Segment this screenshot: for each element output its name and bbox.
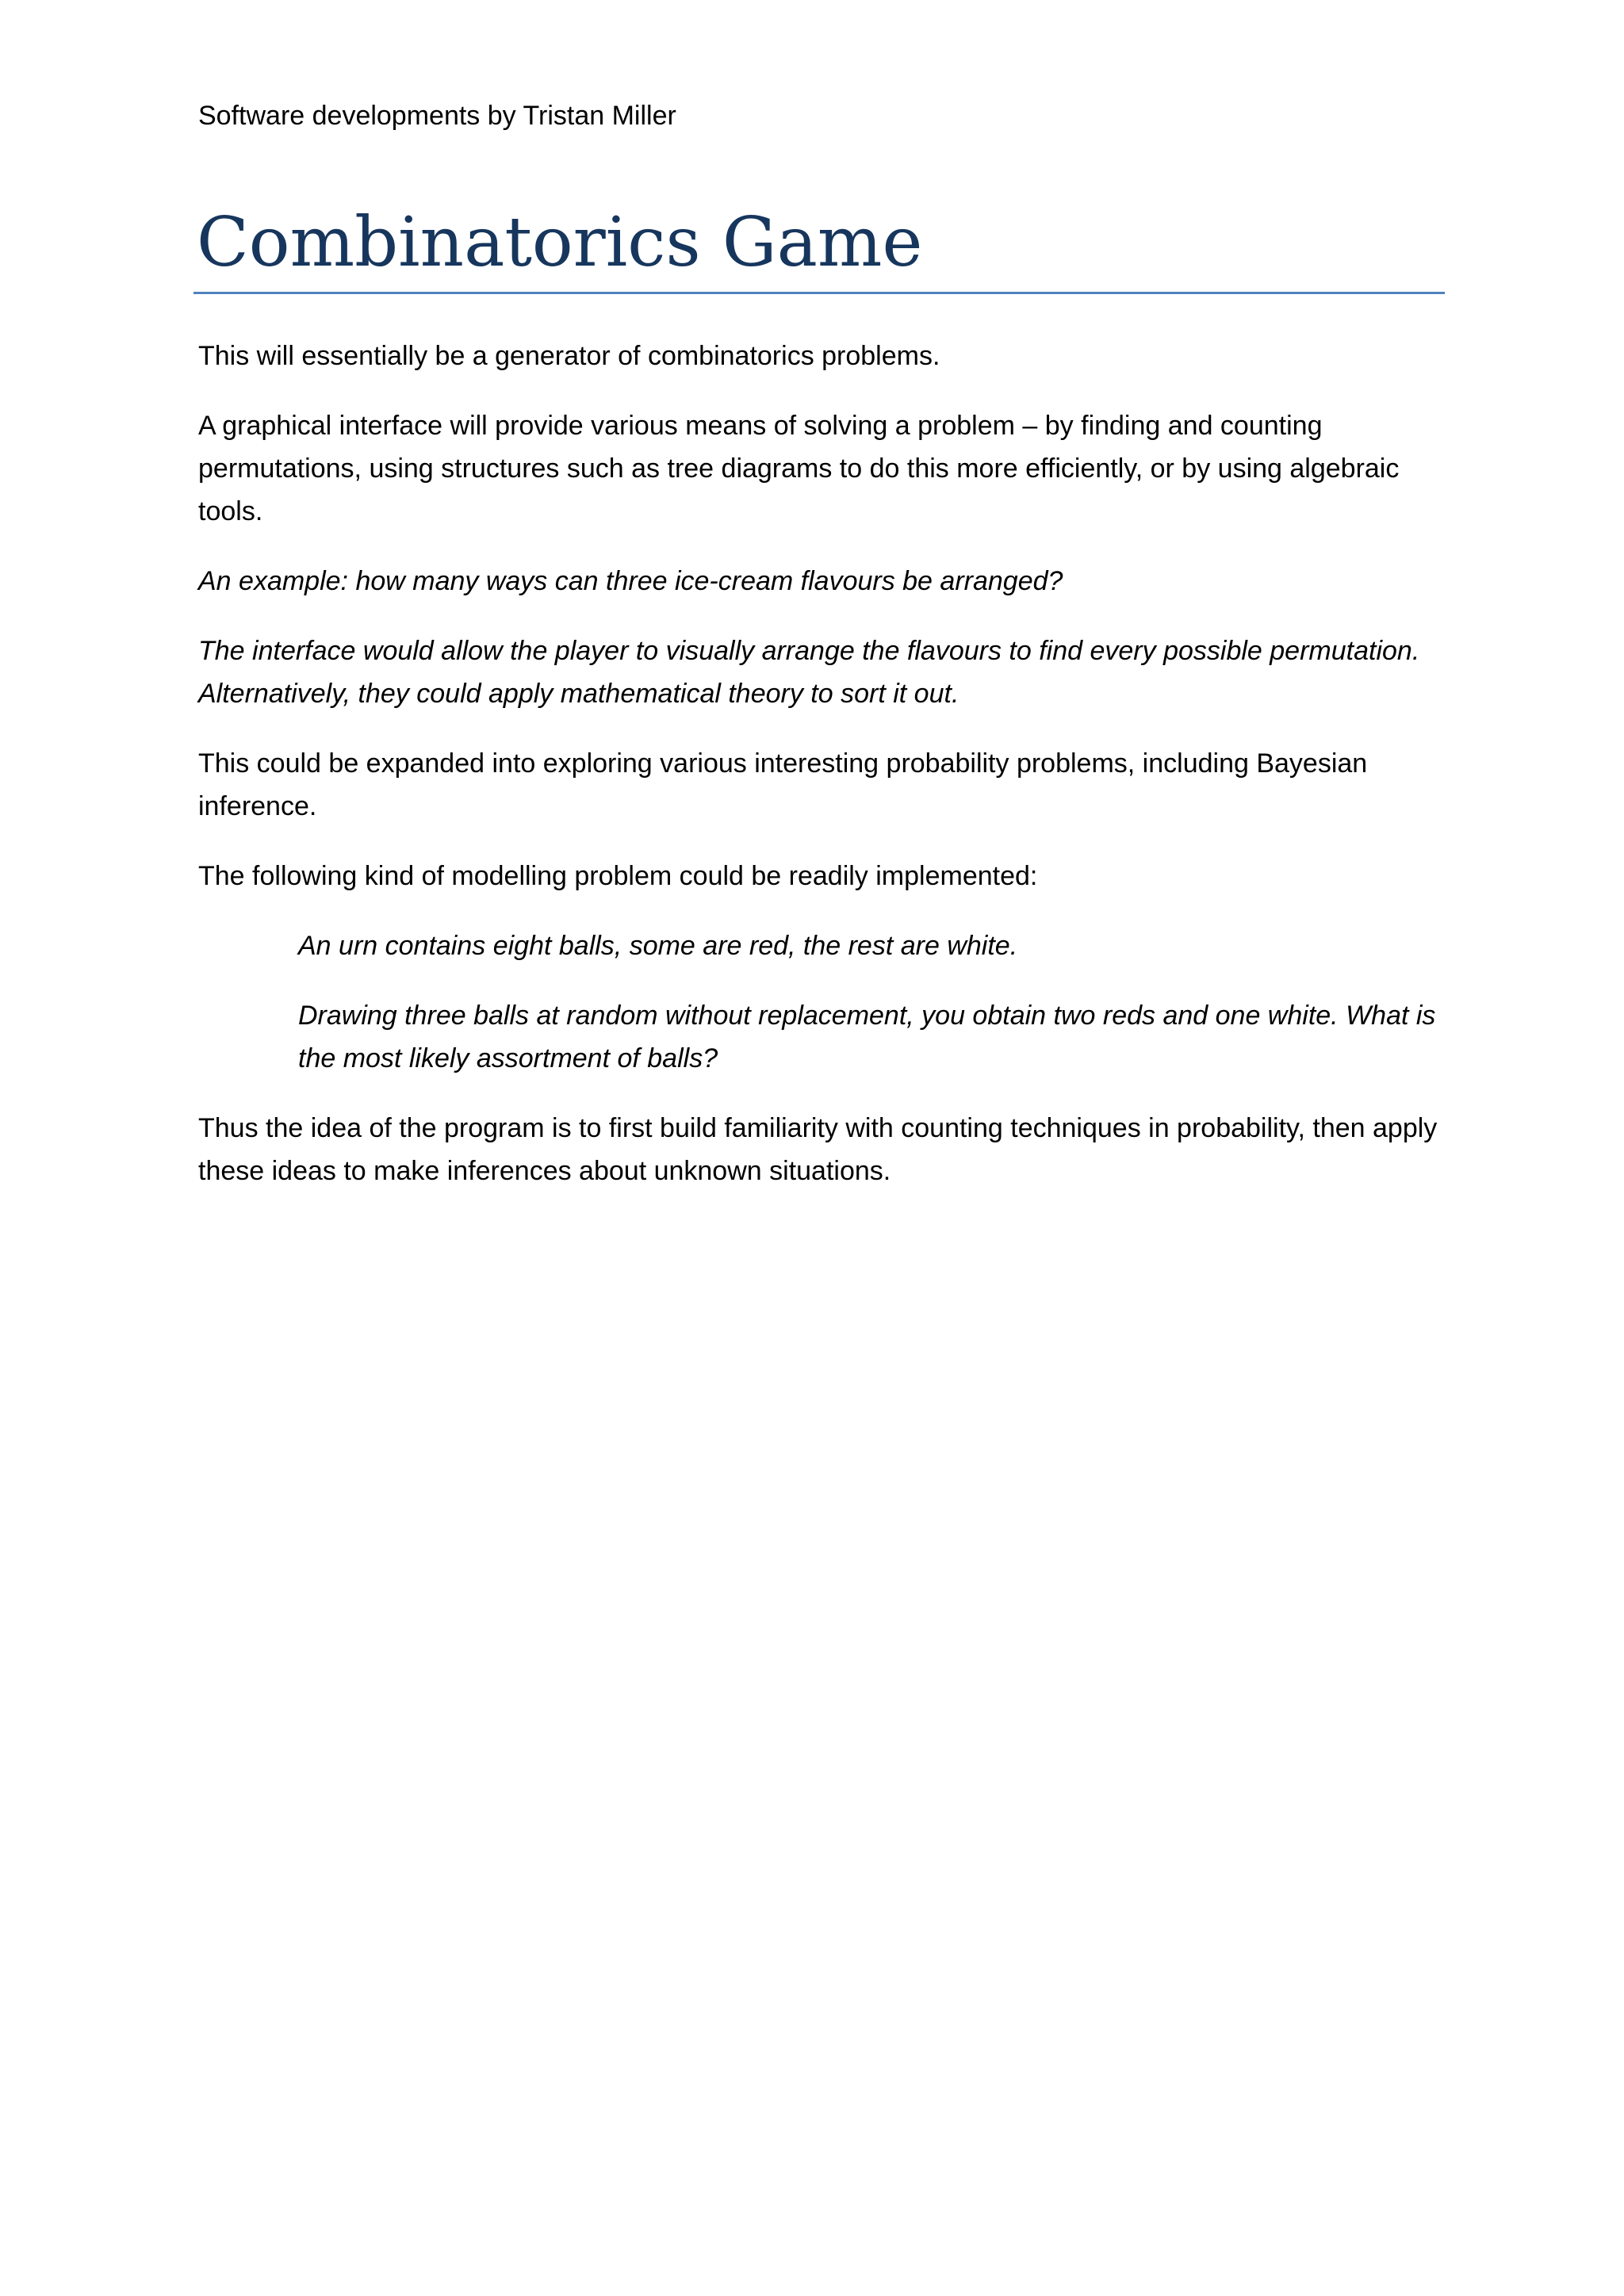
quote-urn-contents: An urn contains eight balls, some are red, the rest are white.	[298, 931, 1018, 961]
paragraph-example-question: An example: how many ways can three ice-cream flavours be arranged?	[198, 566, 1063, 596]
paragraph-modelling-intro: The following kind of modelling problem could be readily implemented:	[198, 861, 1038, 891]
quote-urn-question: Drawing three balls at random without replacement, you obtain two reds and one white. What is the most likely assortment of balls?	[298, 1001, 1436, 1073]
paragraph-example-explanation: The interface would allow the player to visually arrange the flavours to find every possible permutation. Alternatively, they could apply mathematical theory to sort it out.	[198, 636, 1420, 709]
paragraph-intro: This will essentially be a generator of combinatorics problems.	[198, 341, 940, 371]
document-body	[198, 335, 1445, 1219]
paragraph-expansion: This could be expanded into exploring various interesting probability problems, including Bayesian inference.	[198, 748, 1368, 821]
paragraph-interface: A graphical interface will provide various means of solving a problem – by finding and counting permutations, using structures such as tree diagrams to do this more efficiently, or by using algebraic tools.	[198, 411, 1400, 526]
page-header: Software developments by Tristan Miller	[198, 101, 676, 131]
title-underline	[193, 292, 1445, 294]
paragraph-conclusion: Thus the idea of the program is to first build familiarity with counting techniques in probability, then apply these ideas to make inferences about unknown situations.	[198, 1113, 1438, 1186]
document-title: Combinatorics Game	[197, 203, 923, 282]
